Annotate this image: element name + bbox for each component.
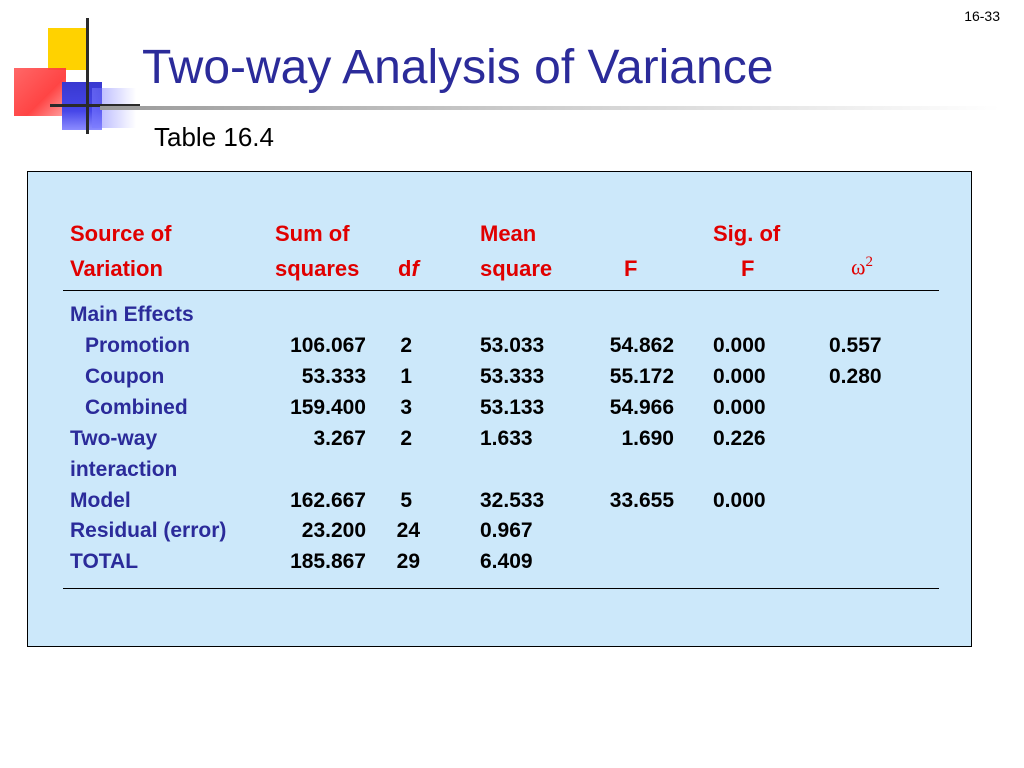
row-label-residual: Residual (error) — [70, 519, 227, 542]
header-sig-line1: Sig. of — [713, 221, 781, 246]
combined-ss: 159.400 — [290, 396, 366, 419]
header-source-line2: Variation — [70, 256, 163, 281]
two-way-ms: 1.633 — [480, 427, 533, 450]
two-way-df: 2 — [400, 427, 412, 450]
combined-ms: 53.133 — [480, 396, 545, 419]
omega-symbol: ω — [851, 254, 866, 280]
header-ms-line2: square — [480, 256, 553, 281]
combined-sig: 0.000 — [713, 396, 766, 419]
promotion-f: 54.862 — [609, 334, 674, 357]
page-title: Two-way Analysis of Variance — [142, 41, 774, 94]
slide-number: 16-33 — [964, 8, 1000, 24]
combined-df: 3 — [400, 396, 412, 419]
total-ss: 185.867 — [290, 550, 366, 573]
header-sig-line2: F — [741, 256, 755, 281]
row-label-promotion: Promotion — [85, 334, 190, 357]
model-df: 5 — [400, 489, 412, 512]
promotion-omega: 0.557 — [829, 334, 882, 357]
logo — [0, 0, 140, 140]
coupon-f: 55.172 — [609, 365, 674, 388]
header-ss-line1: Sum of — [275, 221, 350, 246]
model-ss: 162.667 — [290, 489, 366, 512]
row-label-two-way: Two-way — [70, 427, 158, 450]
model-f: 33.655 — [609, 489, 674, 512]
promotion-sig: 0.000 — [713, 334, 766, 357]
promotion-df: 2 — [400, 334, 412, 357]
header-df-f: f — [411, 256, 419, 281]
row-label-interaction: interaction — [70, 458, 178, 481]
header-omega-squared — [851, 254, 873, 280]
header-df — [398, 256, 419, 282]
model-ms: 32.533 — [480, 489, 545, 512]
two-way-ss: 3.267 — [313, 427, 366, 450]
residual-df: 24 — [396, 519, 420, 542]
coupon-ss: 53.333 — [301, 365, 366, 388]
two-way-f: 1.690 — [621, 427, 674, 450]
table-caption: Table 16.4 — [154, 122, 274, 152]
header-ss-line2: squares — [275, 256, 360, 281]
table-bottom-divider — [63, 588, 939, 589]
row-label-main-effects: Main Effects — [70, 303, 194, 326]
combined-f: 54.966 — [609, 396, 674, 419]
header-ms-line1: Mean — [480, 221, 537, 246]
coupon-sig: 0.000 — [713, 365, 766, 388]
residual-ms: 0.967 — [480, 519, 533, 542]
model-sig: 0.000 — [713, 489, 766, 512]
row-label-total: TOTAL — [70, 550, 139, 573]
header-source-line1: Source of — [70, 221, 172, 246]
total-ms: 6.409 — [480, 550, 533, 573]
header-divider — [63, 290, 939, 291]
coupon-ms: 53.333 — [480, 365, 545, 388]
row-label-model: Model — [70, 489, 131, 512]
coupon-df: 1 — [400, 365, 412, 388]
two-way-sig: 0.226 — [713, 427, 766, 450]
promotion-ss: 106.067 — [290, 334, 366, 357]
coupon-omega: 0.280 — [829, 365, 882, 388]
promotion-ms: 53.033 — [480, 334, 545, 357]
row-label-combined: Combined — [85, 396, 188, 419]
header-df-d: d — [398, 256, 412, 281]
total-df: 29 — [396, 550, 420, 573]
row-label-coupon: Coupon — [85, 365, 165, 388]
header-f: F — [624, 256, 638, 281]
residual-ss: 23.200 — [301, 519, 366, 542]
omega-exponent: 2 — [865, 254, 873, 270]
title-divider — [100, 106, 1000, 110]
